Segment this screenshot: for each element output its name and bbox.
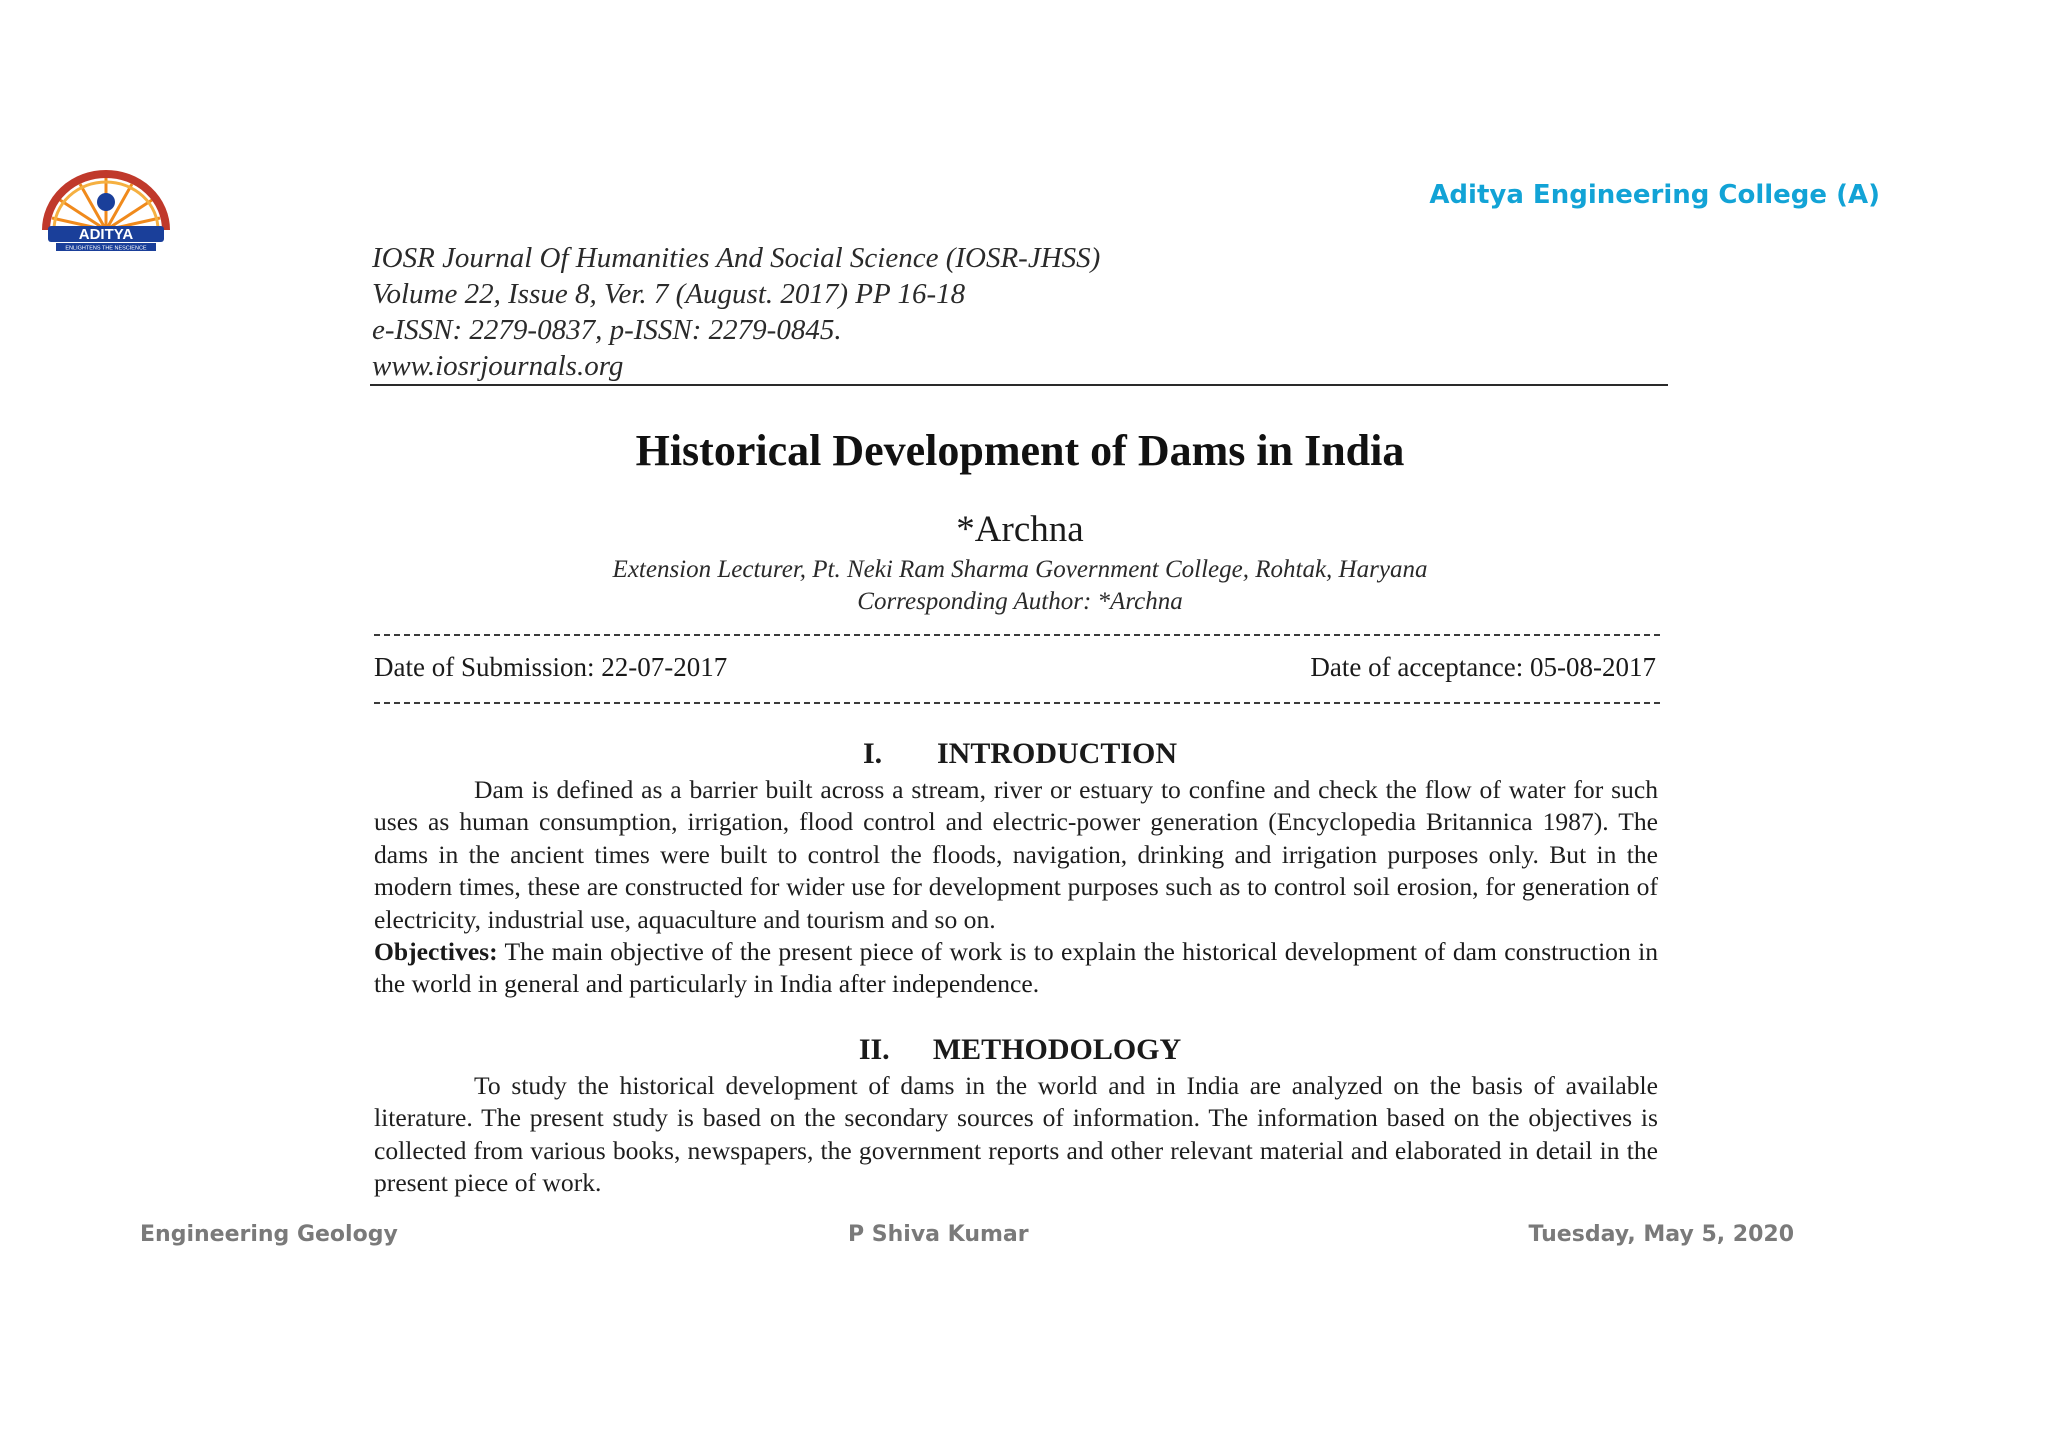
author-affiliation: Extension Lecturer, Pt. Neki Ram Sharma Government College, Rohtak, Haryana bbox=[612, 556, 1428, 583]
dashed-divider-bottom bbox=[374, 702, 1660, 704]
objectives-text: The main objective of the present piece of work is to explain the historical development of dam construction in the world in general and particularly in India after independence. bbox=[374, 937, 1658, 999]
journal-info bbox=[372, 240, 1100, 384]
methodology-text: To study the historical development of dams in the world and in India are analyzed on the basis of available literature. The present study is based on the secondary sources of information. The information based on the objectives is collected from various books, newspapers, the government reports and other relevant material and elaborated in detail in the present piece of work. bbox=[374, 1071, 1658, 1198]
introduction-paragraph bbox=[374, 774, 1658, 936]
footer-date: Tuesday, May 5, 2020 bbox=[1528, 1222, 1794, 1247]
section-heading-introduction bbox=[372, 736, 1668, 772]
journal-name: IOSR Journal Of Humanities And Social Science (IOSR-JHSS) bbox=[372, 242, 1101, 274]
introduction-text: Dam is defined as a barrier built across a stream, river or estuary to confine and check the flow of water for such uses as human consumption, irrigation, flood control and electric-power generation (Encyclopedia Britannica 1987). The dams in the ancient times were built to control the floods, navigation, drinking and irrigation purposes only. But in the modern times, these are constructed for wider use for development purposes such as to control soil erosion, for generation of electricity, industrial use, aquaculture and tourism and so on. bbox=[374, 775, 1658, 934]
footer-presenter: P Shiva Kumar bbox=[848, 1222, 1029, 1247]
logo-wordmark: ADITYA bbox=[78, 226, 134, 243]
corresponding-author: Corresponding Author: *Archna bbox=[857, 588, 1183, 615]
objectives-label: Objectives: bbox=[374, 937, 498, 966]
journal-volume: Volume 22, Issue 8, Ver. 7 (August. 2017) PP 16-18 bbox=[372, 278, 966, 310]
acceptance-date: Date of acceptance: 05-08-2017 bbox=[1310, 652, 1656, 682]
header-rule bbox=[370, 384, 1668, 386]
section-heading-methodology bbox=[372, 1032, 1668, 1068]
methodology-paragraph bbox=[374, 1070, 1658, 1200]
footer-course: Engineering Geology bbox=[140, 1222, 398, 1247]
paper-author: *Archna bbox=[956, 509, 1084, 550]
journal-url: www.iosrjournals.org bbox=[372, 350, 624, 382]
paper-excerpt bbox=[372, 240, 1668, 1208]
objectives-paragraph bbox=[374, 936, 1658, 1001]
dashed-divider-top bbox=[374, 634, 1660, 636]
journal-issn: e-ISSN: 2279-0837, p-ISSN: 2279-0845. bbox=[372, 314, 842, 346]
section-title: INTRODUCTION bbox=[936, 737, 1178, 770]
paper-title: Historical Development of Dams in India bbox=[635, 426, 1405, 475]
college-logo bbox=[40, 168, 172, 252]
section-number: II. bbox=[858, 1033, 890, 1066]
college-name: Aditya Engineering College (A) bbox=[1429, 180, 1880, 210]
section-number: I. bbox=[862, 737, 883, 770]
submission-date: Date of Submission: 22-07-2017 bbox=[374, 652, 728, 682]
logo-tagline: ENLIGHTENS THE NESCIENCE bbox=[65, 245, 147, 252]
section-title: METHODOLOGY bbox=[932, 1033, 1182, 1066]
